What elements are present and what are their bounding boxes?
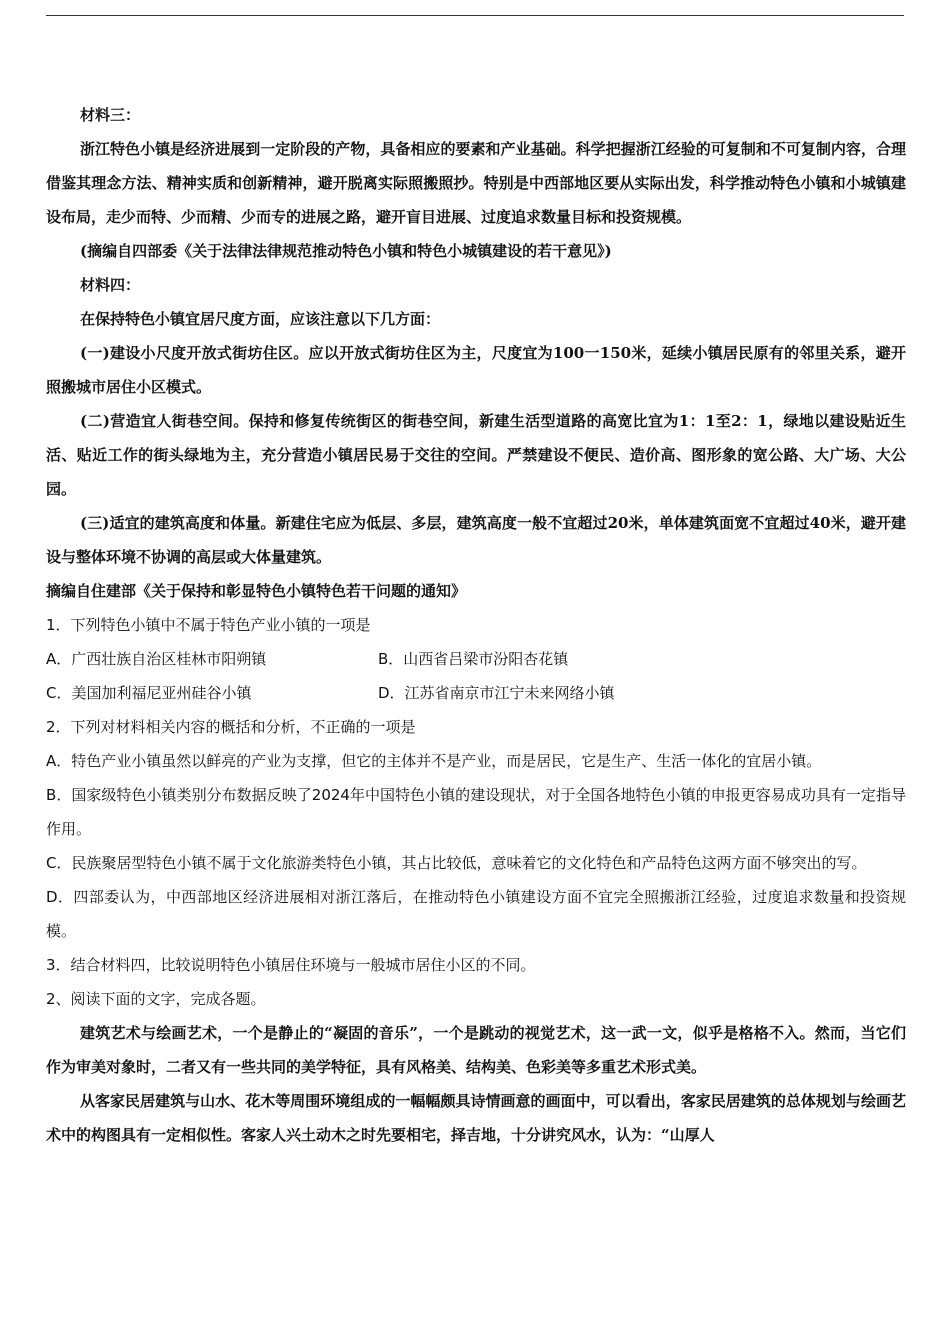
question-2-option-c: C．民族聚居型特色小镇不属于文化旅游类特色小镇，其占比较低，意味着它的文化特色和产品特色这两方面不够突出的写。	[46, 854, 867, 872]
question-2-option-d: D．四部委认为，中西部地区经济进展相对浙江落后，在推动特色小镇建设方面不宜完全照搬浙江经验，过度追求数量和投资规模。	[46, 888, 906, 940]
question-2-stem: 2．下列对材料相关内容的概括和分析，不正确的一项是	[46, 718, 416, 736]
material4-source: 摘编自住建部《关于保持和彰显特色小镇特色若干问题的通知》	[46, 582, 467, 600]
header-rule	[46, 15, 904, 16]
section-2-paragraph-1: 建筑艺术与绘画艺术，一个是静止的“凝固的音乐”，一个是跳动的视觉艺术，这一武一文，似乎是格格不入。然而，当它们作为审美对象时，二者又有一些共同的美学特征，具有风格美、结构美、色彩美等多重艺术形式美。	[46, 1024, 906, 1076]
question-2-option-b: B．国家级特色小镇类别分布数据反映了2024年中国特色小镇的建设现状，对于全国各地特色小镇的申报更容易成功具有一定指导作用。	[46, 786, 906, 838]
material4-item-1: (一)建设小尺度开放式街坊住区。应以开放式街坊住区为主，尺度宜为100一150米，延续小镇居民原有的邻里关系，避开照搬城市居住小区模式。	[46, 344, 906, 396]
section-2-paragraph-2: 从客家民居建筑与山水、花木等周围环境组成的一幅幅颇具诗情画意的画面中，可以看出，客家民居建筑的总体规划与绘画艺术中的构图具有一定相似性。客家人兴土动木之时先要相宅，择吉地，十分讲究风水，认为：“山厚人	[46, 1092, 906, 1144]
question-1-option-a: A．广西壮族自治区桂林市阳朔镇	[46, 650, 267, 668]
material4-item-2: (二)营造宜人街巷空间。保持和修复传统街区的街巷空间，新建生活型道路的高宽比宜为1：1至2：1，绿地以建设贴近生活、贴近工作的街头绿地为主，充分营造小镇居民易于交往的空间。严禁建设不便民、造价高、图形象的宽公路、大广场、大公园。	[46, 412, 906, 498]
question-3-stem: 3．结合材料四，比较说明特色小镇居住环境与一般城市居住小区的不同。	[46, 956, 536, 974]
question-1-option-c: C．美国加利福尼亚州硅谷小镇	[46, 684, 252, 702]
material4-label: 材料四：	[80, 276, 141, 294]
material4-intro: 在保持特色小镇宜居尺度方面，应该注意以下几方面：	[80, 310, 441, 328]
material4-item-3: (三)适宜的建筑高度和体量。新建住宅应为低层、多层，建筑高度一般不宜超过20米，单体建筑面宽不宜超过40米，避开建设与整体环境不协调的高层或大体量建筑。	[46, 514, 906, 566]
material3-source: (摘编自四部委《关于法律法律规范推动特色小镇和特色小城镇建设的若干意见》)	[80, 242, 612, 260]
question-1-stem: 1．下列特色小镇中不属于特色产业小镇的一项是	[46, 616, 371, 634]
document-body	[46, 98, 906, 1152]
question-1-option-b: B．山西省吕梁市汾阳杏花镇	[378, 650, 569, 668]
question-1-options-row-2	[46, 676, 906, 710]
question-1-options-row-1	[46, 642, 906, 676]
material3-label: 材料三：	[80, 106, 141, 124]
section-2-heading: 2、阅读下面的文字，完成各题。	[46, 990, 266, 1008]
question-2-option-a: A．特色产业小镇虽然以鲜亮的产业为支撑，但它的主体并不是产业，而是居民，它是生产、生活一体化的宜居小镇。	[46, 752, 822, 770]
material3-paragraph: 浙江特色小镇是经济进展到一定阶段的产物，具备相应的要素和产业基础。科学把握浙江经验的可复制和不可复制内容，合理借鉴其理念方法、精神实质和创新精神，避开脱离实际照搬照抄。特别是中西部地区要从实际出发，科学推动特色小镇和小城镇建设布局，走少而特、少而精、少而专的进展之路，避开盲目进展、过度追求数量目标和投资规模。	[46, 140, 906, 226]
question-1-option-d: D．江苏省南京市江宁未来网络小镇	[378, 684, 615, 702]
